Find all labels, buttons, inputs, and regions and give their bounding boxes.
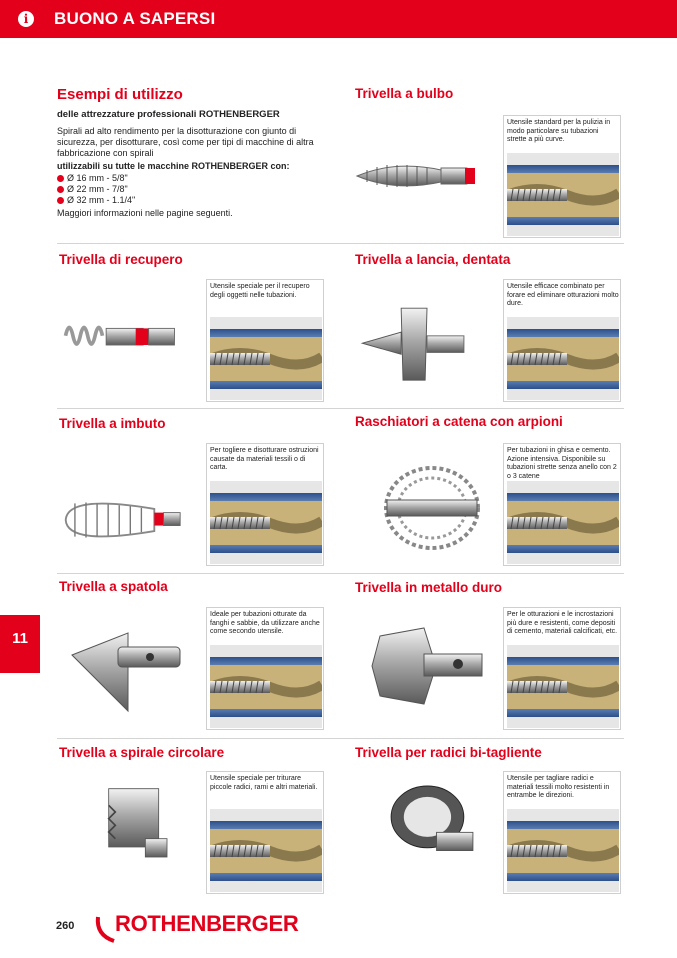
- retrieval-auger-image: [60, 295, 180, 395]
- section-title-spirale-circolare: Trivella a spirale circolare: [59, 745, 225, 760]
- section-title-spatola: Trivella a spatola: [59, 579, 168, 594]
- chain-scraper-image: [372, 458, 492, 558]
- circular-spiral-auger-image: [82, 772, 202, 872]
- divider: [354, 573, 624, 574]
- spear-auger-image: [355, 296, 475, 396]
- info-icon: i: [18, 11, 34, 27]
- intro-more: Maggiori informazioni nelle pagine seguenti.: [57, 208, 233, 218]
- section-desc: Per tubazioni in ghisa e cemento. Azione intensiva. Disponibile su tubazioni strette senza anello con 2 o 3 catene: [507, 447, 617, 480]
- intro-subtitle: delle attrezzature professionali ROTHENBERGER: [57, 109, 280, 120]
- section-desc: Per togliere e disotturare ostruzioni causate da materiali tessili o di carta.: [210, 447, 319, 472]
- chapter-number: 11: [12, 630, 28, 647]
- pipe-photo: [210, 809, 322, 892]
- pipe-photo: [507, 153, 619, 236]
- section-title-imbuto: Trivella a imbuto: [59, 416, 166, 431]
- pipe-photo: [507, 317, 619, 400]
- section-title-bulbo: Trivella a bulbo: [355, 86, 454, 101]
- bulb-auger-image: [355, 140, 475, 240]
- pipe-photo: [507, 809, 619, 892]
- divider: [57, 408, 354, 409]
- divider: [57, 573, 354, 574]
- size-item: Ø 22 mm - 7/8": [57, 184, 327, 195]
- pipe-photo: [507, 645, 619, 728]
- header-title: BUONO A SAPERSI: [54, 9, 216, 28]
- info-card-metallo-duro: [503, 607, 621, 730]
- divider: [354, 243, 624, 244]
- section-desc: Utensile per tagliare radici e materiali tessili molto resistenti in entrambe le direzioni.: [507, 775, 610, 800]
- info-card-lancia: [503, 279, 621, 402]
- carbide-auger-image: [366, 616, 486, 716]
- size-item: Ø 32 mm - 1.1/4": [57, 195, 327, 206]
- pipe-photo: [210, 481, 322, 564]
- section-desc: Utensile standard per la pulizia in modo particolare su tubazioni strette a più curve.: [507, 119, 611, 144]
- brand-name: ROTHENBERGER: [115, 911, 299, 936]
- pipe-photo: [210, 645, 322, 728]
- intro-usable: utilizzabili su tutte le macchine ROTHENBERGER con:: [57, 161, 290, 171]
- info-card-bulbo: [503, 115, 621, 238]
- section-desc: Ideale per tubazioni otturate da fanghi e sabbie, da utilizzare anche come secondo utensile.: [210, 611, 320, 636]
- section-title-radici: Trivella per radici bi-tagliente: [355, 745, 542, 760]
- divider: [57, 738, 354, 739]
- section-desc: Utensile speciale per triturare piccole radici, rami e altri materiali.: [210, 775, 318, 791]
- info-card-radici: [503, 771, 621, 894]
- spatula-auger-image: [68, 622, 188, 722]
- intro-title: Esempi di utilizzo: [57, 86, 183, 103]
- root-cutter-image: [372, 776, 492, 876]
- info-card-recupero: [206, 279, 324, 402]
- section-desc: Utensile speciale per il recupero degli oggetti nelle tubazioni.: [210, 283, 310, 299]
- page-number: 260: [56, 920, 75, 932]
- section-title-metallo-duro: Trivella in metallo duro: [355, 580, 503, 595]
- pipe-photo: [507, 481, 619, 564]
- section-title-raschiatori: Raschiatori a catena con arpioni: [355, 414, 563, 429]
- divider: [354, 738, 624, 739]
- info-card-imbuto: [206, 443, 324, 566]
- divider: [354, 408, 624, 409]
- pipe-photo: [210, 317, 322, 400]
- size-item: Ø 16 mm - 5/8": [57, 173, 327, 184]
- size-list: [57, 173, 327, 206]
- section-title-recupero: Trivella di recupero: [59, 252, 183, 267]
- funnel-auger-image: [62, 470, 182, 570]
- info-card-spirale-circolare: [206, 771, 324, 894]
- section-desc: Per le otturazioni e le incrostazioni più dure e resistenti, come depositi di cemento, materiali calcificati, etc.: [507, 611, 618, 636]
- header-bar: [0, 0, 677, 38]
- intro-text: Spirali ad alto rendimento per la disotturazione con giunto di sicurezza, per disotturare, così come per tipi di macchine di altra fabbricazione con spirali: [57, 126, 314, 158]
- info-card-raschiatori: [503, 443, 621, 566]
- info-card-spatola: [206, 607, 324, 730]
- section-title-lancia: Trivella a lancia, dentata: [355, 252, 511, 267]
- section-desc: Utensile efficace combinato per forare ed eliminare otturazioni molto dure.: [507, 283, 619, 308]
- divider: [57, 243, 354, 244]
- intro-block: [57, 86, 327, 219]
